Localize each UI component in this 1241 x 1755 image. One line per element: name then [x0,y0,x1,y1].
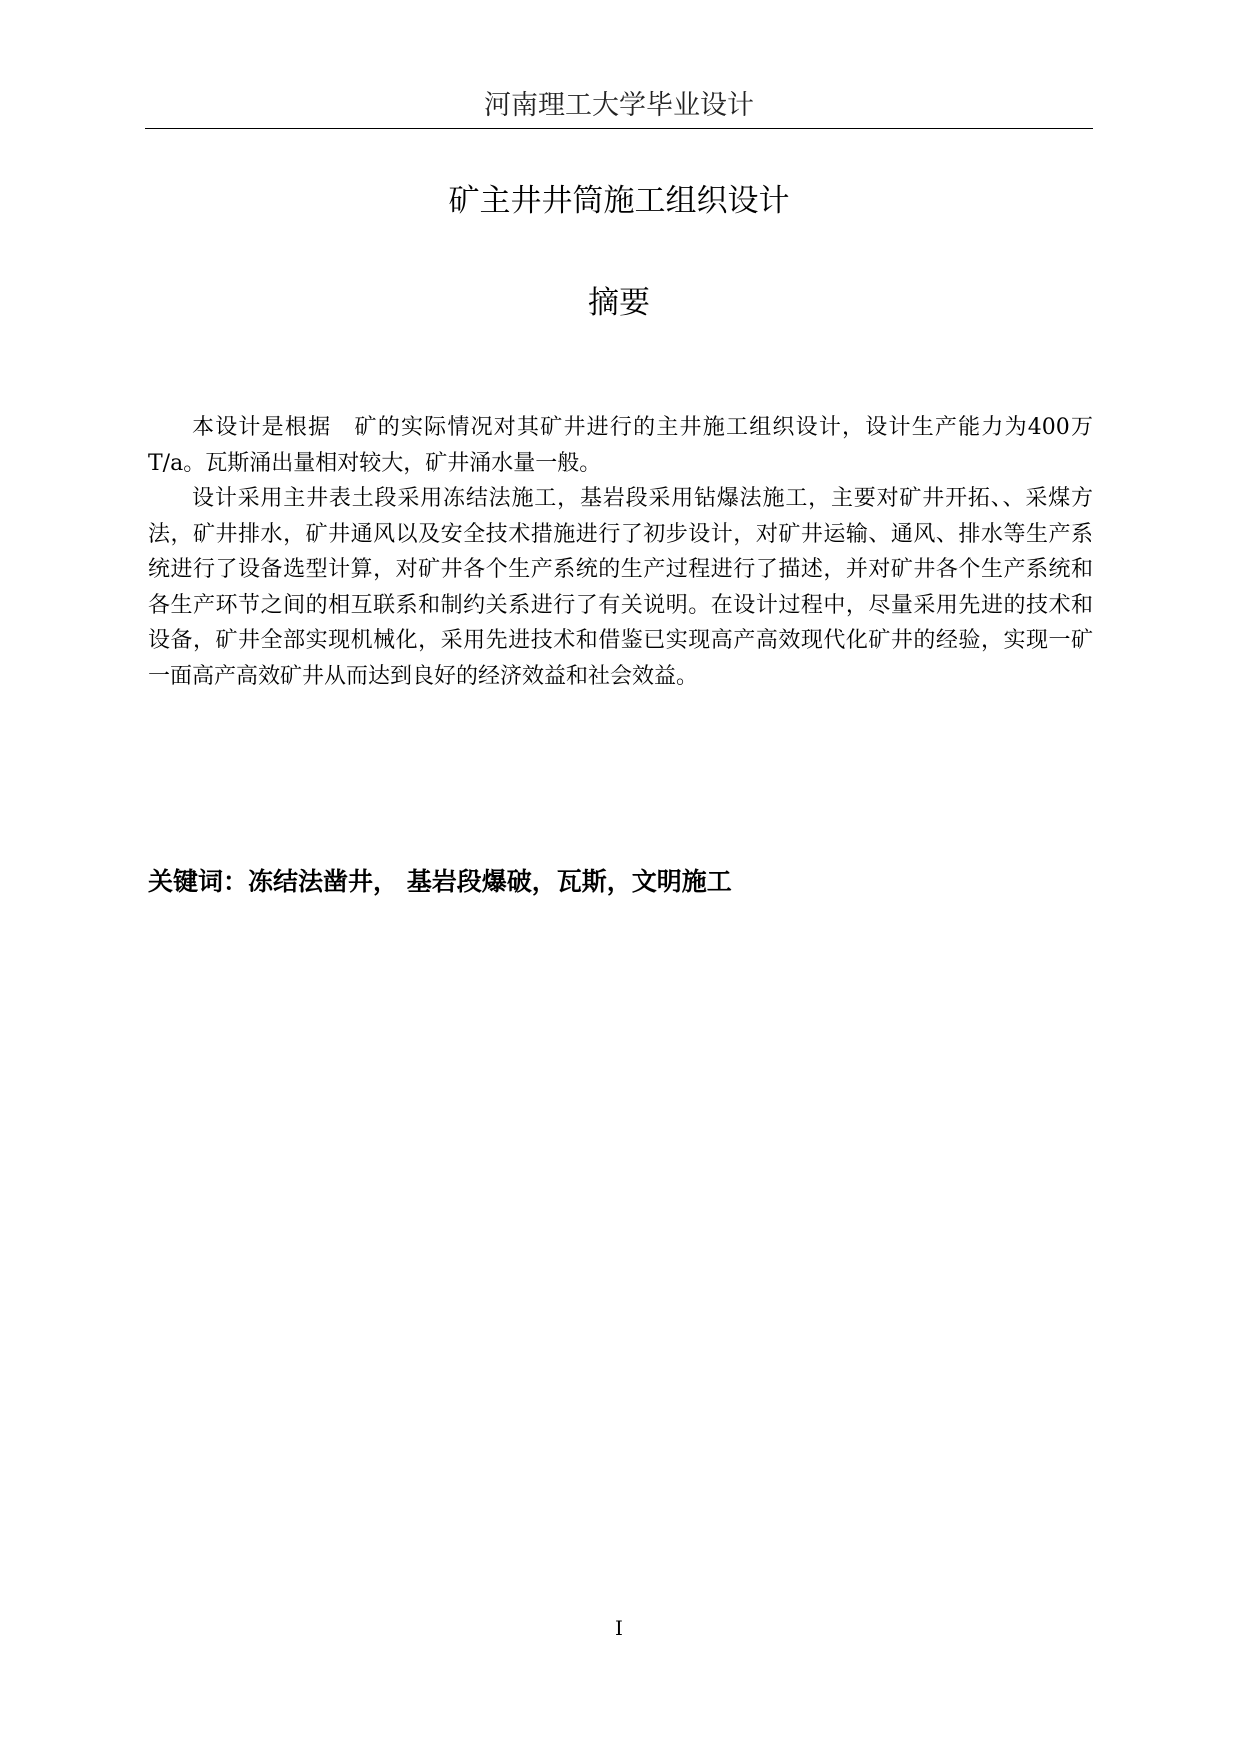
abstract-body [148,410,1093,694]
abstract-paragraph: 设计采用主井表土段采用冻结法施工，基岩段采用钻爆法施工，主要对矿井开拓、、采煤方法，矿井排水，矿井通风以及安全技术措施进行了初步设计，对矿井运输、通风、排水等生产系统进行了设备选型计算，对矿井各个生产系统的生产过程进行了描述，并对矿井各个生产系统和各生产环节之间的相互联系和制约关系进行了有关说明。在设计过程中，尽量采用先进的技术和设备，矿井全部实现机械化，采用先进技术和借鉴已实现高产高效现代化矿井的经验，实现一矿一面高产高效矿井从而达到良好的经济效益和社会效益。 [148,486,1093,689]
keywords-line [148,862,1093,902]
keywords-text: 冻结法凿井， 基岩段爆破，瓦斯，文明施工 [248,867,732,896]
keywords-label: 关键词： [148,867,249,896]
header-divider [145,128,1093,129]
page-number: I [615,1616,623,1640]
running-header: 河南理工大学毕业设计 [484,90,754,121]
abstract-paragraph: 本设计是根据 矿的实际情况对其矿井进行的主井施工组织设计，设计生产能力为400万T/a。瓦斯涌出量相对较大，矿井涌水量一般。 [148,415,1093,476]
document-title: 矿主井井筒施工组织设计 [448,183,790,219]
abstract-heading: 摘要 [588,285,650,321]
